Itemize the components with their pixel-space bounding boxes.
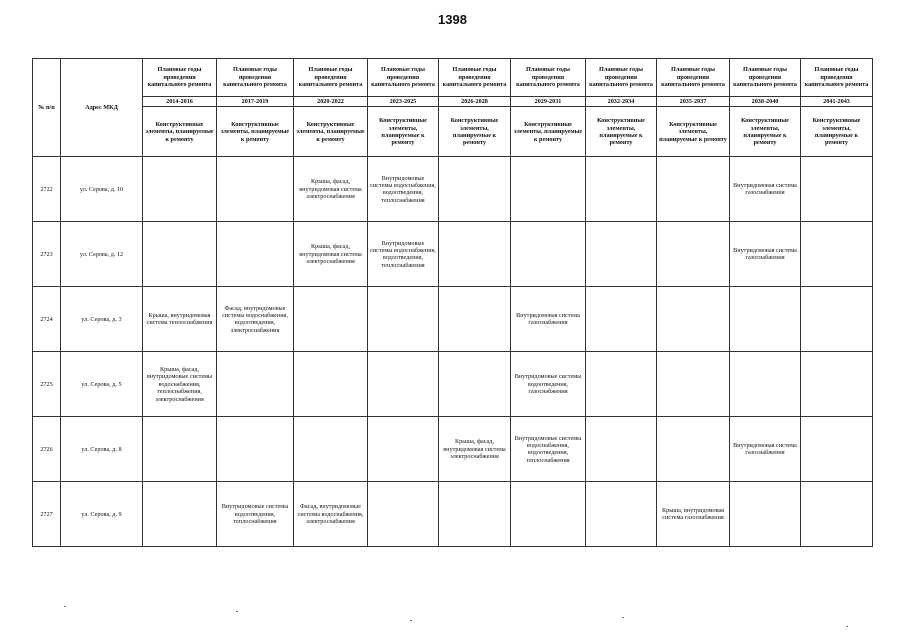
repair-cell [511, 222, 586, 287]
repair-cell [730, 287, 801, 352]
period-subheader: Конструктивные элементы, планируемые к ремонту [586, 107, 657, 157]
header-row-elements [33, 107, 873, 157]
table-row [33, 157, 873, 222]
repair-cell [657, 222, 730, 287]
repair-cell [217, 222, 294, 287]
period-subheader: Конструктивные элементы, планируемые к ремонту [294, 107, 368, 157]
header-row-years [33, 97, 873, 107]
repair-cell: Внутридомовая система газоснабжения [730, 157, 801, 222]
scan-artifact [846, 626, 848, 627]
repair-cell [801, 222, 873, 287]
period-years: 2038-2040 [730, 97, 801, 107]
repair-cell [511, 482, 586, 547]
address-header: Адрес МКД [61, 59, 143, 157]
row-number: 2725 [33, 352, 61, 417]
repair-cell [368, 352, 439, 417]
scan-artifact [236, 611, 238, 612]
repair-cell [657, 287, 730, 352]
scan-artifact [622, 617, 624, 618]
repair-cell [586, 157, 657, 222]
repair-cell [801, 157, 873, 222]
repair-cell [368, 417, 439, 482]
repair-cell [143, 417, 217, 482]
repair-cell [439, 157, 511, 222]
repair-cell [801, 287, 873, 352]
period-title: Плановые годы проведения капитального ремонта [586, 59, 657, 97]
repair-cell [801, 482, 873, 547]
repair-cell [657, 352, 730, 417]
row-address: ул. Серова, д. 8 [61, 417, 143, 482]
row-address: ул. Серова, д. 10 [61, 157, 143, 222]
repair-cell [439, 352, 511, 417]
table-row [33, 352, 873, 417]
repair-schedule-table [32, 58, 873, 547]
row-address: ул. Серова, д. 12 [61, 222, 143, 287]
repair-cell [294, 287, 368, 352]
period-title: Плановые годы проведения капитального ремонта [368, 59, 439, 97]
repair-cell [586, 287, 657, 352]
repair-cell [143, 222, 217, 287]
period-title: Плановые годы проведения капитального ремонта [511, 59, 586, 97]
row-address: ул. Серова, д. 9 [61, 482, 143, 547]
repair-cell [368, 482, 439, 547]
num-header: № п/п [33, 59, 61, 157]
repair-cell: Внутридомовые системы водоснабжения, водоотведения, теплоснабжения [511, 417, 586, 482]
repair-cell [368, 287, 439, 352]
table-row [33, 417, 873, 482]
period-years: 2035-2037 [657, 97, 730, 107]
repair-cell [511, 157, 586, 222]
period-years: 2029-2031 [511, 97, 586, 107]
repair-cell [439, 482, 511, 547]
period-subheader: Конструктивные элементы, планируемые к ремонту [217, 107, 294, 157]
period-subheader: Конструктивные элементы, планируемые к ремонту [511, 107, 586, 157]
period-subheader: Конструктивные элементы, планируемые к ремонту [143, 107, 217, 157]
period-title: Плановые годы проведения капитального ремонта [143, 59, 217, 97]
repair-cell: Крыша, фасад, внутридомовая система электроснабжения [294, 222, 368, 287]
repair-cell: Внутридомовая система газоснабжения [730, 417, 801, 482]
repair-cell [730, 482, 801, 547]
repair-cell [586, 417, 657, 482]
repair-cell [294, 352, 368, 417]
repair-cell [143, 157, 217, 222]
table-row [33, 222, 873, 287]
repair-cell [586, 482, 657, 547]
row-number: 2727 [33, 482, 61, 547]
period-subheader: Конструктивные элементы, планируемые к ремонту [730, 107, 801, 157]
period-title: Плановые годы проведения капитального ремонта [801, 59, 873, 97]
repair-cell: Фасад, внутридомовые системы водоснабжения, электроснабжения [294, 482, 368, 547]
scan-artifact [410, 620, 412, 621]
period-years: 2023-2025 [368, 97, 439, 107]
table-body [33, 157, 873, 547]
period-subheader: Конструктивные элементы, планируемые к ремонту [439, 107, 511, 157]
period-title: Плановые годы проведения капитального ремонта [217, 59, 294, 97]
table-row [33, 287, 873, 352]
repair-cell [586, 222, 657, 287]
repair-cell: Внутридомовые системы водоотведения, теплоснабжения [217, 482, 294, 547]
repair-cell [217, 417, 294, 482]
repair-cell: Внутридомовые системы водоснабжения, водоотведения, теплоснабжения [368, 222, 439, 287]
row-address: ул. Серова, д. 5 [61, 352, 143, 417]
repair-cell: Внутридомовая система газоснабжения [511, 287, 586, 352]
period-years: 2041-2043 [801, 97, 873, 107]
period-years: 2017-2019 [217, 97, 294, 107]
period-years: 2032-2034 [586, 97, 657, 107]
repair-cell [439, 287, 511, 352]
repair-cell: Фасад, внутридомовые системы водоснабжения, водоотведения, электроснабжения [217, 287, 294, 352]
row-address: ул. Серова, д. 3 [61, 287, 143, 352]
row-number: 2723 [33, 222, 61, 287]
repair-cell: Внутридомовые системы водоснабжения, водоотведения, теплоснабжения [368, 157, 439, 222]
table-row [33, 482, 873, 547]
scan-artifact [64, 606, 66, 607]
period-title: Плановые годы проведения капитального ремонта [657, 59, 730, 97]
repair-cell [801, 417, 873, 482]
period-subheader: Конструктивные элементы, планируемые к ремонту [657, 107, 730, 157]
repair-cell: Крыша, фасад, внутридомовая система электроснабжения [439, 417, 511, 482]
repair-cell: Внутридомовые системы водоотведения, газоснабжения [511, 352, 586, 417]
period-years: 2014-2016 [143, 97, 217, 107]
row-number: 2722 [33, 157, 61, 222]
repair-cell [439, 222, 511, 287]
repair-cell [801, 352, 873, 417]
repair-cell: Крыша, фасад, внутридомовые системы водоснабжения, теплоснабжения, электроснабжения [143, 352, 217, 417]
period-title: Плановые годы проведения капитального ремонта [730, 59, 801, 97]
repair-cell [294, 417, 368, 482]
period-subheader: Конструктивные элементы, планируемые к ремонту [801, 107, 873, 157]
period-subheader: Конструктивные элементы, планируемые к ремонту [368, 107, 439, 157]
period-title: Плановые годы проведения капитального ремонта [439, 59, 511, 97]
repair-cell [586, 352, 657, 417]
page-number: 1398 [438, 12, 467, 27]
period-title: Плановые годы проведения капитального ремонта [294, 59, 368, 97]
repair-cell [730, 352, 801, 417]
row-number: 2724 [33, 287, 61, 352]
header-row-titles [33, 59, 873, 97]
repair-cell: Крыша, внутридомовая система теплоснабжения [143, 287, 217, 352]
repair-cell [657, 157, 730, 222]
repair-cell: Внутридомовая система газоснабжения [730, 222, 801, 287]
repair-cell [217, 352, 294, 417]
period-years: 2026-2028 [439, 97, 511, 107]
row-number: 2726 [33, 417, 61, 482]
repair-cell [217, 157, 294, 222]
period-years: 2020-2022 [294, 97, 368, 107]
repair-cell: Крыша, внутридомовая система газоснабжения [657, 482, 730, 547]
repair-cell: Крыша, фасад, внутридомовая система электроснабжения [294, 157, 368, 222]
repair-cell [657, 417, 730, 482]
repair-cell [143, 482, 217, 547]
